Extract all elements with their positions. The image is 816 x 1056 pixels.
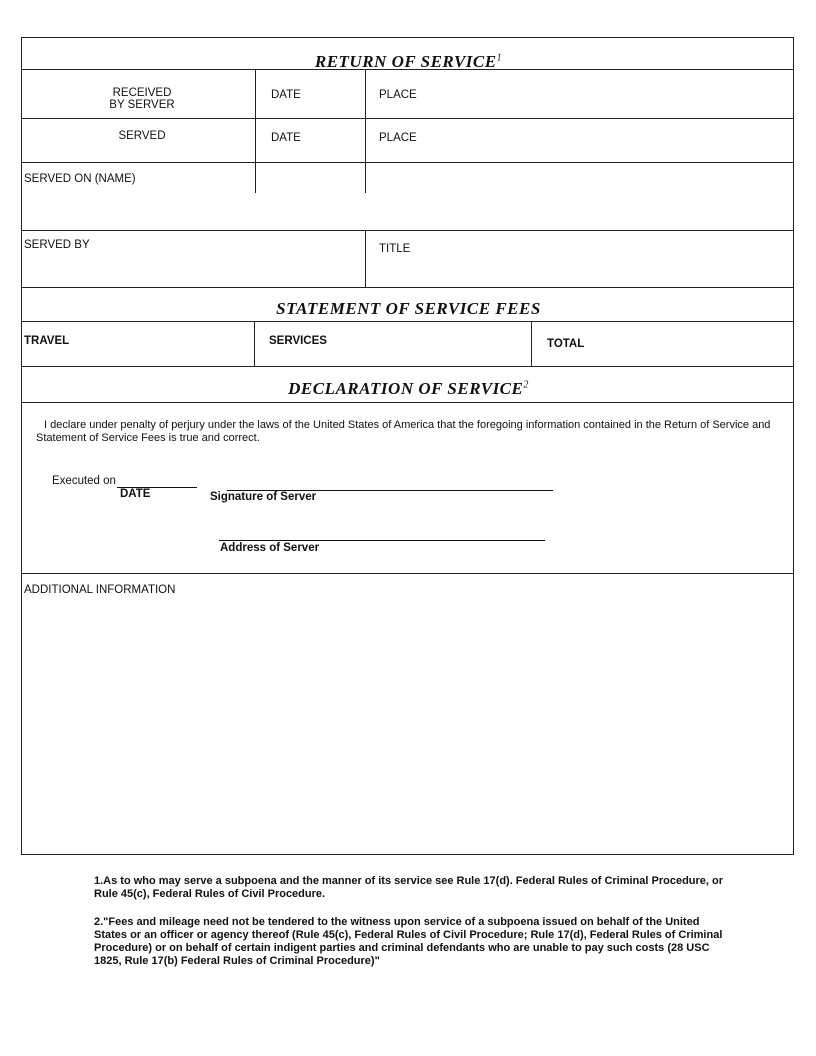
divider (22, 162, 793, 163)
divider (22, 69, 793, 70)
served-by-label: SERVED BY (24, 239, 90, 251)
declaration-of-service-title: DECLARATION OF SERVICE$^2$ (288, 379, 529, 398)
footnote-2: 2."Fees and mileage need not be tendered to the witness upon service of a subpoena issued on behalf of the United States or an officer or agency thereof (Rule 45(c), Federal Rules of Civil Procedure; Rule 17(d), Federal Rules of Criminal Procedure) or on behalf of certain indigent parties and criminal defendants who are unable to pay such costs (28 USC 1825, Rule 17(b) Federal Rules of Criminal Procedure)" (94, 916, 723, 967)
served-date-label: DATE (271, 132, 301, 144)
divider (254, 321, 255, 366)
return-of-service-title: RETURN OF SERVICE$^1$ (314, 52, 503, 71)
address-of-server-label: Address of Server (220, 542, 320, 554)
received-place-label: PLACE (379, 89, 417, 101)
divider (365, 230, 366, 287)
return-of-service-form (21, 37, 794, 855)
served-place-label: PLACE (379, 132, 417, 144)
travel-label: TRAVEL (24, 335, 70, 347)
address-line (219, 540, 545, 541)
total-label: TOTAL (547, 338, 585, 350)
divider (531, 321, 532, 366)
received-date-label: DATE (271, 89, 301, 101)
divider (22, 287, 793, 288)
title-label: TITLE (379, 243, 411, 255)
date-label: DATE (120, 488, 151, 500)
footnote-1: 1.As to who may serve a subpoena and the manner of its service see Rule 17(d). Federal Rules of Criminal Procedure, or Rule 45(c), Federal Rules of Civil Procedure. (94, 875, 724, 900)
divider (22, 230, 793, 231)
declaration-text: I declare under penalty of perjury under the laws of the United States of America that the foregoing information contained in the Return of Service and Statement of Service Fees is true and correct. (36, 419, 771, 444)
divider (22, 366, 793, 367)
divider (22, 402, 793, 403)
executed-on-label: Executed on (52, 475, 116, 487)
divider (22, 321, 793, 322)
services-label: SERVICES (269, 335, 327, 347)
signature-of-server-label: Signature of Server (210, 491, 317, 503)
received-by-server-label: RECEIVED BY SERVER (109, 87, 175, 111)
divider (22, 118, 793, 119)
footnote-mark-2: 2 (523, 379, 529, 391)
statement-of-service-fees-title: STATEMENT OF SERVICE FEES (276, 299, 541, 318)
divider (365, 69, 366, 193)
footnote-mark-1: 1 (496, 52, 503, 64)
divider (22, 573, 793, 574)
additional-information-label: ADDITIONAL INFORMATION (24, 584, 176, 596)
served-label: SERVED (118, 130, 166, 142)
served-on-label: SERVED ON (NAME) (24, 173, 136, 185)
divider (255, 69, 256, 193)
